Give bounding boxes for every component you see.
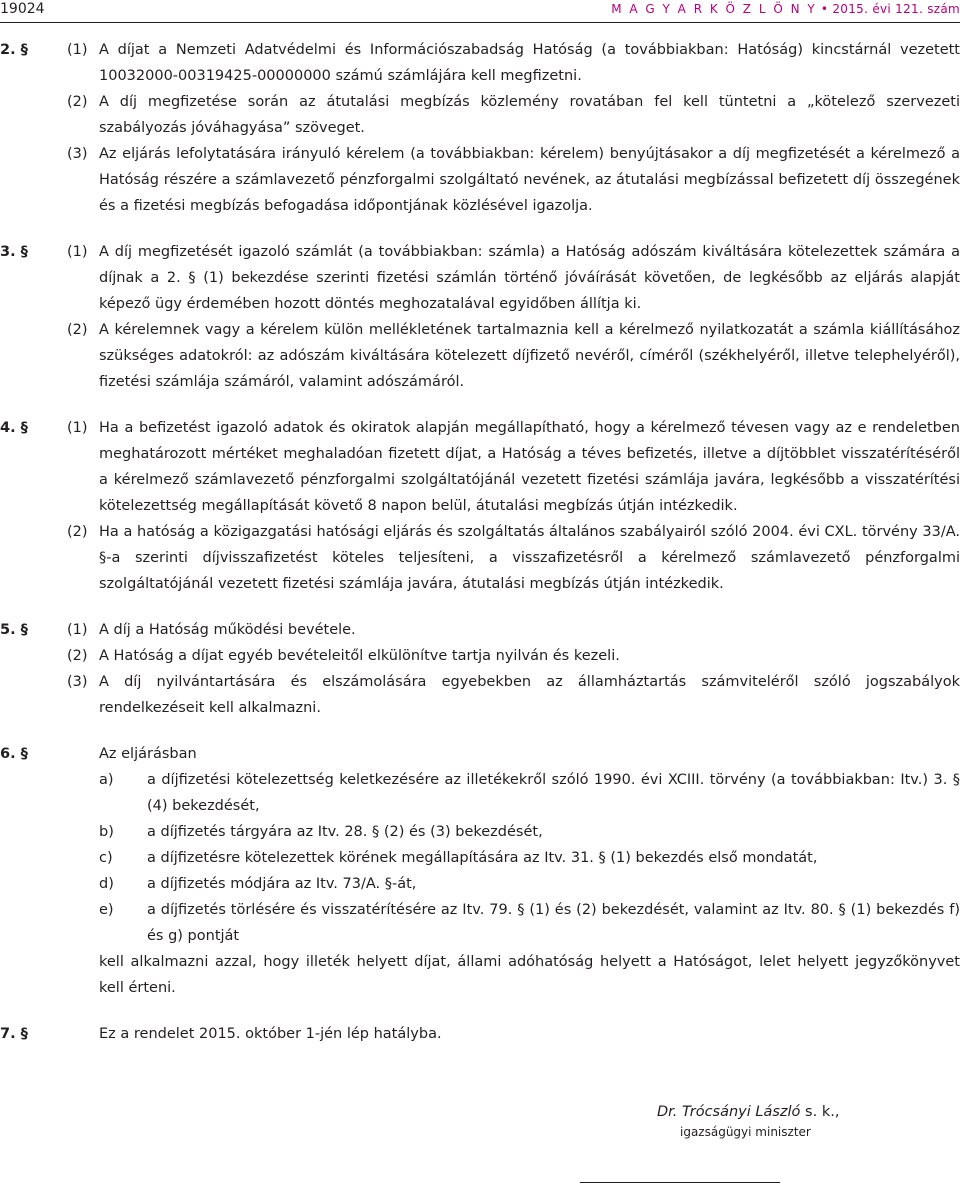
paragraph — [0, 317, 960, 395]
paragraph-number: (3) — [67, 146, 88, 162]
section-7 — [0, 1021, 960, 1047]
paragraph-number: (2) — [67, 524, 88, 540]
section-6 — [0, 741, 960, 1001]
paragraph-text: Ha a hatóság a közigazgatási hatósági eljárás és szolgáltatás általános szabályairól szóló 2004. évi CXL. törvény 33/A. §-a szerinti díjvisszafizetést köteles teljesíteni, a visszafizetésről a kérelmező számlavezető pénzforgalmi szolgáltatójánál vezetett fizetési számlája javára, átutalási megbízás útján intézkedik. — [99, 524, 960, 592]
list-item — [0, 897, 960, 949]
paragraph-number: (2) — [67, 648, 88, 664]
list-item — [0, 845, 960, 871]
header-rule — [0, 22, 960, 23]
page-header — [0, 0, 960, 22]
list-item — [0, 819, 960, 845]
paragraph-text: A Hatóság a díjat egyéb bevételeitől elkülönítve tartja nyilván és kezeli. — [99, 648, 620, 664]
paragraph — [0, 89, 960, 141]
signer-name: Dr. Trócsányi László — [657, 1104, 801, 1120]
item-letter: d) — [99, 876, 114, 892]
paragraph — [0, 643, 960, 669]
paragraph — [0, 415, 960, 519]
item-text: a díjfizetés törlésére és visszatérítésére az Itv. 79. § (1) és (2) bekezdését, valamint az Itv. 80. § (1) bekezdés f) és g) pontját — [147, 902, 960, 944]
item-letter: b) — [99, 824, 114, 840]
paragraph — [0, 141, 960, 219]
section-number: 3. § — [0, 244, 28, 260]
issue-number: 2015. évi 121. szám — [832, 2, 960, 16]
paragraph — [0, 669, 960, 721]
paragraph-number: (1) — [67, 420, 88, 436]
paragraph-text: Az eljárás lefolytatására irányuló kérelem (a továbbiakban: kérelem) benyújtásakor a díj megfizetését a kérelmező a Hatóság részére a számlavezető pénzforgalmi szolgáltató nevének, az átutalási megbízással befizetett díj összegének és a fizetési megbízás befogadása időpontjának közlésével igazolja. — [99, 146, 960, 214]
list-item — [0, 767, 960, 819]
paragraph-text: A díj megfizetése során az átutalási megbízás közlemény rovatában fel kell tüntetni a „kötelező szervezeti szabályozás jóváhagyása” szöveget. — [99, 94, 960, 136]
paragraph — [0, 37, 960, 89]
section-number: 6. § — [0, 746, 28, 762]
item-text: a díjfizetési kötelezettség keletkezésére az illetékekről szóló 1990. évi XCIII. törvény (a továbbiakban: Itv.) 3. § (4) bekezdését, — [147, 772, 960, 814]
paragraph-number: (2) — [67, 94, 88, 110]
paragraph-number: (1) — [67, 244, 88, 260]
paragraph — [0, 519, 960, 597]
section-number: 4. § — [0, 420, 28, 436]
list-item — [0, 871, 960, 897]
item-text: a díjfizetés módjára az Itv. 73/A. §-át, — [147, 876, 417, 892]
paragraph-text: A díj megfizetését igazoló számlát (a továbbiakban: számla) a Hatóság adószám kiváltására kötelezettek számára a díjnak a 2. § (1) bekezdése szerinti fizetési számlán történő jóváírását követően, de legkésőbb az eljárás alapját képező ügy érdemében hozott döntés meghozatalával egyidőben állítja ki. — [99, 244, 960, 312]
signer-suffix: s. k., — [800, 1104, 840, 1120]
section-5 — [0, 617, 960, 721]
paragraph-text: A díj a Hatóság működési bevétele. — [99, 622, 356, 638]
item-text: a díjfizetés tárgyára az Itv. 28. § (2) és (3) bekezdését, — [147, 824, 543, 840]
paragraph-number: (2) — [67, 322, 88, 338]
section-3 — [0, 239, 960, 395]
section-number: 7. § — [0, 1026, 28, 1042]
document-body — [0, 37, 960, 1067]
section-number: 5. § — [0, 622, 28, 638]
paragraph — [0, 239, 960, 317]
section-2 — [0, 37, 960, 219]
paragraph-number: (3) — [67, 674, 88, 690]
item-letter: a) — [99, 772, 114, 788]
signer — [657, 1100, 839, 1124]
paragraph-number: (1) — [67, 622, 88, 638]
running-title — [611, 2, 960, 16]
paragraph-text: A díj nyilvántartására és elszámolására egyebekben az államháztartás számviteléről szóló jogszabályok rendelkezéseit kell alkalmazni. — [99, 674, 960, 716]
section-number: 2. § — [0, 42, 28, 58]
paragraph-text: A kérelemnek vagy a kérelem külön mellékletének tartalmaznia kell a kérelmező nyilatkozatát a számla kiállításához szükséges adatokról: az adószám kiváltására kötelezett díjfizető nevéről, címéről (székhelyéről, illetve telephelyéről), fizetési számlája számáról, valamint adószámáról. — [99, 322, 960, 390]
paragraph — [0, 617, 960, 643]
footer-rule — [580, 1182, 780, 1183]
section-4 — [0, 415, 960, 597]
paragraph-text: Ha a befizetést igazoló adatok és okiratok alapján megállapítható, hogy a kérelmező tévesen vagy az e rendeletben meghatározott mértéket meghaladóan fizetett díjat, a Hatóság a téves befizetés, illetve a díjtöbblet visszatérítéséről a kérelmező számlavezető pénzforgalmi szolgáltatójánál vezetett fizetési számlája javára, legkésőbb a visszatérítési kötelezettség megállapítását követő 8 napon belül, átutalási megbízás útján intézkedik. — [99, 420, 960, 514]
section-intro: Ez a rendelet 2015. október 1-jén lép hatályba. — [99, 1026, 442, 1042]
item-text: a díjfizetésre kötelezettek körének megállapítására az Itv. 31. § (1) bekezdés első mondatát, — [147, 850, 818, 866]
section-outro: kell alkalmazni azzal, hogy illeték helyett díjat, állami adóhatóság helyett a Hatóságot, lelet helyett jegyzőkönyvet kell érteni. — [99, 954, 960, 996]
paragraph-number: (1) — [67, 42, 88, 58]
page-number: 19024 — [0, 1, 45, 17]
paragraph-text: A díjat a Nemzeti Adatvédelmi és Információszabadság Hatóság (a továbbiakban: Hatóság) kincstárnál vezetett 10032000-00319425-00000000 számú számlájára kell megfizetni. — [99, 42, 960, 84]
separator-bullet: • — [820, 2, 829, 16]
signer-title: igazságügyi miniszter — [680, 1125, 811, 1139]
item-letter: e) — [99, 902, 114, 918]
item-letter: c) — [99, 850, 113, 866]
section-intro: Az eljárásban — [99, 746, 197, 762]
publication-name: M A G Y A R K Ö Z L Ö N Y — [611, 2, 817, 16]
